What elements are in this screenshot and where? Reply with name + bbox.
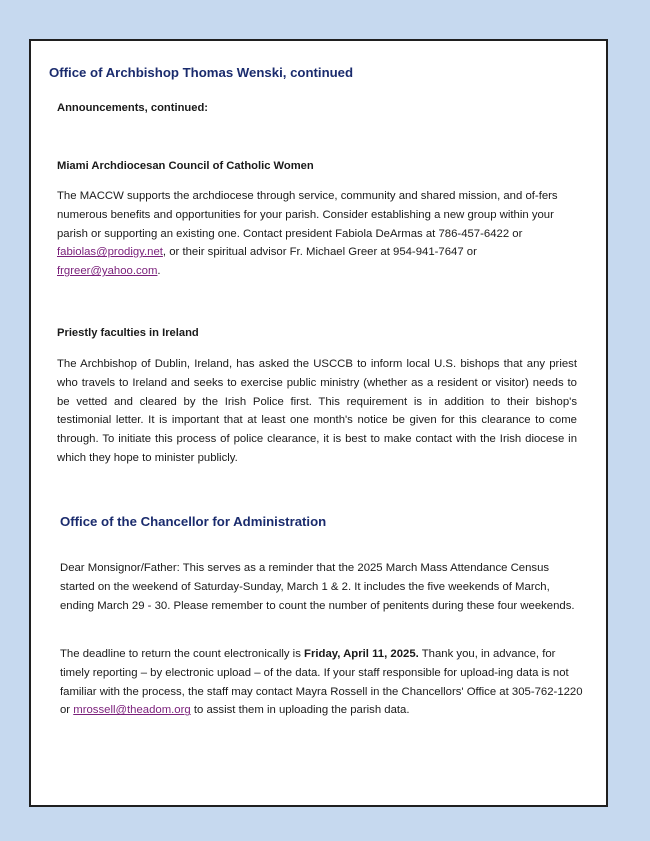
mrossell-email-link[interactable]: mrossell@theadom.org	[73, 704, 191, 717]
announcements-heading: Announcements, continued:	[57, 102, 209, 114]
maccw-text-end: .	[157, 265, 161, 278]
priestly-paragraph: The Archbishop of Dublin, Ireland, has asked the USCCB to inform local U.S. bishops that any priest who travels to Ireland and seeks to exercise public ministry (whether as a resident or visitor) needs to be vetted and cleared by the Irish Police first. This requirement is in addition to their bishop's testimonial letter. It is important that at least one month's notice be given for this clearance to come through. To initiate this process of police clearance, it is best to make contact with the Irish diocese in which they hope to minister publicly.	[57, 358, 577, 464]
maccw-text-1: The MACCW supports the archdiocese through service, community and shared mission, and of-fers numerous benefits and opportunities for your parish. Consider establishing a new group within your parish or supporting an existing one. Contact president Fabiola DeArmas at 786-457-6422 or	[57, 190, 558, 240]
deadline-text-end: to assist them in uploading the parish data.	[190, 704, 410, 717]
section-title-chancellor: Office of the Chancellor for Administration	[60, 514, 327, 529]
deadline-date: Friday, April 11, 2025.	[304, 648, 419, 660]
priestly-heading: Priestly faculties in Ireland	[57, 327, 199, 339]
frgreer-email-link[interactable]: frgreer@yahoo.com	[57, 265, 158, 278]
fabiolas-email-link[interactable]: fabiolas@prodigy.net	[57, 246, 163, 259]
deadline-paragraph	[60, 645, 585, 720]
maccw-heading: Miami Archdiocesan Council of Catholic Women	[57, 160, 314, 172]
deadline-text-1: The deadline to return the count electronically is	[60, 648, 305, 660]
maccw-text-2: , or their spiritual advisor Fr. Michael Greer at 954-941-7647 or	[162, 246, 477, 259]
section-title-archbishop: Office of Archbishop Thomas Wenski, continued	[49, 65, 354, 80]
census-paragraph: Dear Monsignor/Father: This serves as a reminder that the 2025 March Mass Attendance Census started on the weekend of Saturday-Sunday, March 1 & 2. It includes the five weekends of March, ending March 29 - 30. Please remember to count the number of penitents during these four weekends.	[60, 562, 575, 612]
maccw-paragraph	[57, 187, 577, 281]
deadline-text-2: Thank you, in advance, for timely reporting – by electronic upload – of the data. If your staff responsible for upload-ing data is not familiar with the process, the staff may contact Mayra Rossell in the Chancellors' Office at 305-762-1220 or	[60, 648, 583, 717]
newsletter-page	[29, 39, 608, 807]
